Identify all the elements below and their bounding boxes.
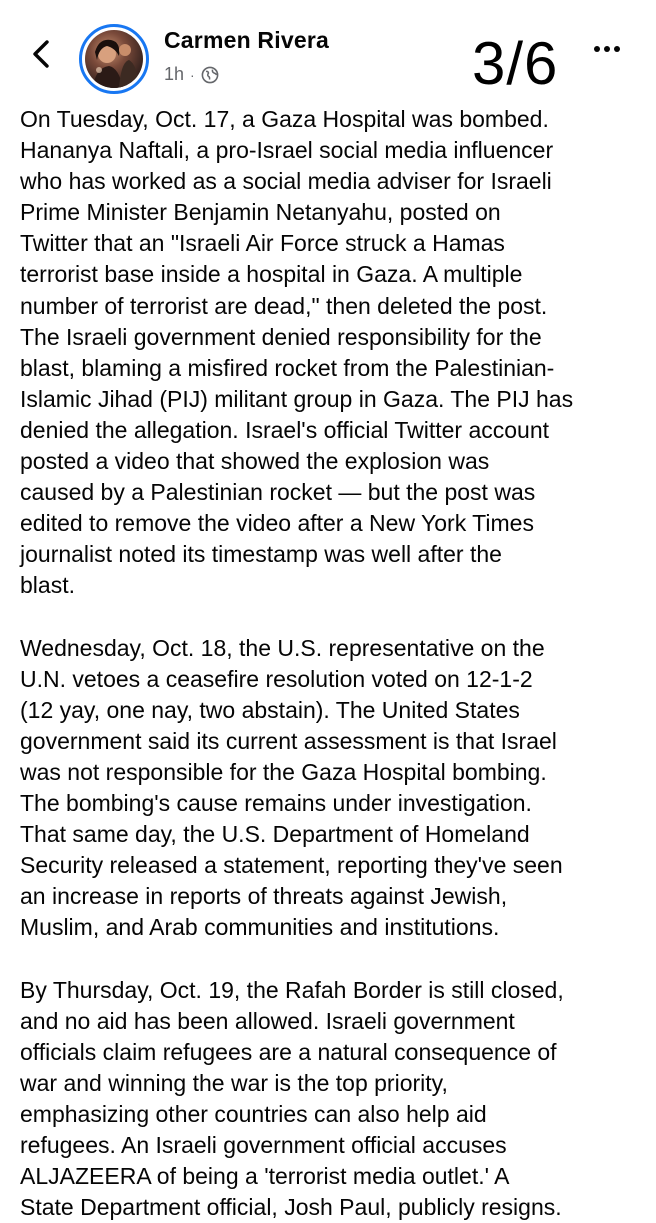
post-paragraph: On Tuesday, Oct. 17, a Gaza Hospital was bombed. Hananya Naftali, a pro-Israel social media influencer who has worked as a social media adviser for Israeli Prime Minister Benjamin Netanyahu, posted on Twitter that an "Israeli Air Force struck a Hamas terrorist base inside a hospital in Gaza. A multiple number of terrorist are dead," then deleted the post. The Israeli government denied responsibility for the blast, blaming a misfired rocket from the Palestinian- Islamic Jihad (PIJ) militant group in Gaza. The PIJ has denied the allegation. Israel's official Twitter account posted a video that showed the explosion was caused by a Palestinian rocket — but the post was edited to remove the video after a New York Times journalist noted its timestamp was well after the blast. [20,106,574,599]
more-horizontal-icon-dot [614,46,620,52]
globe-icon[interactable] [201,66,219,84]
post-header [0,0,656,104]
post-body [20,104,650,1223]
avatar-image [85,30,143,88]
post-time[interactable]: 1h [164,64,185,84]
more-options-button[interactable] [594,46,620,52]
post-paragraph: Wednesday, Oct. 18, the U.S. representative on the U.N. vetoes a ceasefire resolution voted on 12-1-2 (12 yay, one nay, two abstain). The United States government said its current assessment is that Israel was not responsible for the Gaza Hospital bombing. The bombing's cause remains under investigation. That same day, the U.S. Department of Homeland Security released a statement, reporting they've seen an increase in reports of threats against Jewish, Muslim, and Arab communities and institutions. [20,634,563,941]
back-button[interactable] [26,36,56,72]
meta-separator: · [190,66,195,83]
more-horizontal-icon [594,46,600,52]
post-meta [164,64,219,85]
more-horizontal-icon-dot [604,46,610,52]
page-indicator: 3/6 [472,30,559,97]
chevron-left-icon [32,40,50,68]
author-name[interactable]: Carmen Rivera [164,27,329,53]
avatar[interactable] [79,24,149,94]
post-paragraph: By Thursday, Oct. 19, the Rafah Border is still closed, and no aid has been allowed. Israeli government officials claim refugees are a natural consequence of war and winning the war is the top priority, emphasizing other countries can also help aid refugees. An Israeli government official accuses ALJAZEERA of being a 'terrorist media outlet.' A State Department official, Josh Paul, publicly resigns. [20,976,564,1221]
